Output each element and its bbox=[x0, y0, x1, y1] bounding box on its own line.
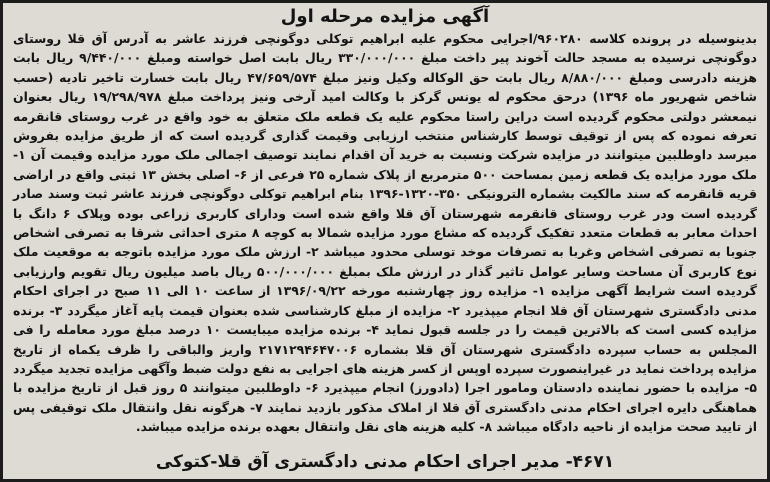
notice-body: بدینوسیله در پرونده کلاسه ۹۶۰۲۸۰/اجرایی محکوم علیه ابراهیم توکلی دوگونچی فرزند عاشر به آدرس آق قلا روستای دوگونچی نرسیده به مسجد حالت آخوند پیر داخت مبلغ ۳۳۰/۰۰۰/۰۰۰ ریال بابت اصل خواسته ومبلغ ۹/۴۴۰/۰۰۰ ریال بابت هزینه دادرسی ومبلغ ۸/۸۸۰/۰۰۰ ریال بابت حق الوکاله وکیل ونیز مبلغ ۴۷/۶۵۹/۵۷۴ ریال بابت خسارت تاخیر تادیه (حسب شاخص شهریور ماه ۱۳۹۶) درحق محکوم له یونس گرکز با وکالت امید آرخی ونیز پرداخت مبلغ ۱۹/۲۹۸/۹۷۸ ریال بعنوان نیمعشر دولتی محکوم گردیده است دراین راستا محکوم علیه یک قطعه ملک متعلق به خود واقع در غرب روستای قانقرمه تعرفه نموده که پس از توقیف توسط کارشناس منتخب ارزیابی وقیمت گذاری گردیده است که از طریق مزایده بفروش میرسد داوطلبین میتوانند در مزایده شرکت ونسبت به خرید آن اقدام نمایند توصیف اجمالی ملک مورد مزایده وقیمت آن ۱- ملک مورد مزایده یک قطعه زمین بمساحت ۵۰۰ مترمربع از پلاک شماره ۲۵ فرعی از ۶- اصلی بخش ۱۳ ثبتی واقع در اراضی قریه قانقرمه که سند مالکیت بشماره الترونیکی ۳۵۰-۱۳۲۰-۱۳۹۶ بنام ابراهیم توکلی دوگونچی فرزند عاشر ثبت وسند صادر گردیده است ودر غرب روستای قانقرمه شهرستان آق قلا واقع شده است ودارای کاربری زراعی بوده وپلاک ۶ دانگ با احداث معابر به قطعات متعدد تفکیک گردیده که مشاع مورد مزایده شمالا به کوچه ۸ متری احداثی شرقا به تصرفی اشخاص جنوبا به تصرفی اشخاص وغربا به تصرفات موخد توسلی محدود میباشد ۲- ارزش ملک مورد مزایده باتوجه به موقعیت ملک نوع کاربری آن مساحت وسایر عوامل تاثیر گذار در ارزش ملک بمبلغ ۵۰۰/۰۰۰/۰۰۰ ریال باصد میلیون ریال تقویم وارزیابی گردیده است شرایط آگهی مزایده ۱- مزایده روز چهارشنبه مورخه ۱۳۹۶/۰۹/۲۲ از ساعت ۱۰ الی ۱۱ صبح در اجرای احکام مدنی دادگستری شهرستان آق قلا انجام میپذیرد ۲- مزایده از مبلغ کارشناسی شده بعنوان قیمت پایه آغاز میگردد ۳- برنده مزایده کسی است که بالاترین قیمت را در جلسه قبول نماید ۴- برنده مزایده میبایست ۱۰ درصد مبلغ مورد معامله را فی المجلس به حساب سپرده دادگستری شهرستان آق قلا بشماره ۲۱۷۱۲۹۴۶۴۷۰۰۶ واریز والباقی را ظرف یکماه از تاریخ مزایده پرداخت نماید در غیراینصورت سپرده اوپس از کسر هزینه های اجرایی به نفع دولت ضبط وآگهی مزایده تجدید میگردد ۵- مزایده با حضور نماینده دادستان ومامور اجرا (دادورز) انجام میپذیرد ۶- داوطلبین میتوانند ۵ روز قبل از تاریخ مزایده با هماهنگی دایره اجرای احکام مدنی دادگستری آق قلا از املاک مذکور بازدید نمایند ۷- هرگونه نقل وانتقال ملک توقیفی پس از تایید صحت مزایده از ناحیه دادگاه میباشد ۸- کلیه هزینه های نقل وانتقال بعهده برنده مزایده میباشد. bbox=[13, 31, 758, 435]
notice-title: آگهی مزایده مرحله اول bbox=[280, 6, 490, 27]
notice-footer: ۴۶۷۱- مدیر اجرای احکام مدنی دادگستری آق قلا-کتوکی bbox=[155, 452, 615, 472]
